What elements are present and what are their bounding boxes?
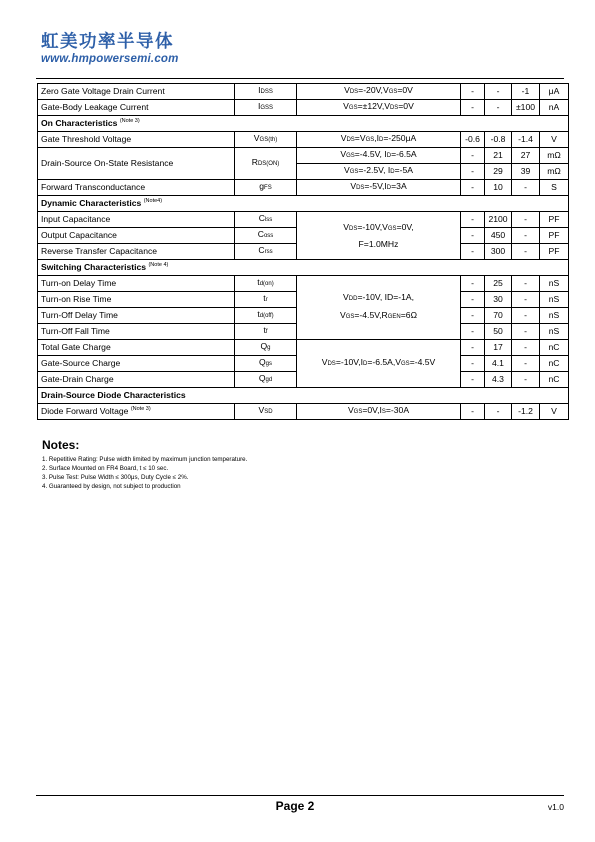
condition-line: VDD=-10V, ID=-1A,	[343, 292, 414, 302]
min-value: -	[461, 372, 485, 388]
table-row	[38, 84, 569, 100]
version-label: v1.0	[547, 802, 564, 812]
param-name: Drain-Source On-State Resistance	[38, 148, 235, 180]
unit: nA	[540, 100, 569, 116]
unit: nS	[540, 324, 569, 340]
notes-section	[42, 438, 247, 491]
table-row	[38, 148, 569, 164]
param-symbol: Qg	[235, 340, 297, 356]
param-symbol: tr	[235, 292, 297, 308]
unit: μA	[540, 84, 569, 100]
min-value: -	[461, 340, 485, 356]
note-item: 1. Repetitive Rating: Pulse width limited by maximum junction temperature.	[42, 456, 248, 463]
max-value: ±100	[512, 100, 540, 116]
typ-value: 25	[485, 276, 512, 292]
test-condition: VDS=VGS,ID=-250μA	[297, 132, 461, 148]
section-heading: Switching Characteristics $^{(Note 4)}$	[38, 260, 569, 276]
typ-value: 21	[485, 148, 512, 164]
param-name: Turn-on Delay Time	[38, 276, 235, 292]
typ-value: 300	[485, 244, 512, 260]
param-symbol: tf	[235, 324, 297, 340]
typ-value: -	[485, 100, 512, 116]
typ-value: 29	[485, 164, 512, 180]
param-name: Input Capacitance	[38, 212, 235, 228]
max-value: -	[512, 212, 540, 228]
note-item: 2. Surface Mounted on FR4 Board, t ≤ 10 sec.	[42, 465, 169, 472]
table-row	[38, 404, 569, 420]
min-value: -	[461, 324, 485, 340]
param-symbol: VGS(th)	[235, 132, 297, 148]
typ-value: 30	[485, 292, 512, 308]
param-symbol: VSD	[235, 404, 297, 420]
condition-line: VGS=-4.5V,RGEN=6Ω	[339, 310, 418, 320]
min-value: -	[461, 228, 485, 244]
typ-value: 4.1	[485, 356, 512, 372]
param-symbol: td(off)	[235, 308, 297, 324]
max-value: -	[512, 340, 540, 356]
footer-divider	[36, 795, 564, 796]
section-row	[38, 116, 569, 132]
test-condition: VGS=0V,IS=-30A	[297, 404, 461, 420]
max-value: 39	[512, 164, 540, 180]
param-symbol: Clss	[235, 212, 297, 228]
company-logo-text: 虹美功率半导体	[41, 32, 174, 52]
min-value: -	[461, 84, 485, 100]
max-value: -	[512, 180, 540, 196]
typ-value: 10	[485, 180, 512, 196]
max-value: -	[512, 292, 540, 308]
test-condition: VDS=-5V,ID=3A	[297, 180, 461, 196]
note-item: 3. Pulse Test: Pulse Width ≤ 300μs, Duty Cycle ≤ 2%.	[42, 474, 189, 481]
table-row	[38, 212, 569, 228]
typ-value: -	[485, 84, 512, 100]
max-value: -	[512, 276, 540, 292]
min-value: -	[461, 308, 485, 324]
unit: PF	[540, 244, 569, 260]
page-number: Page 2	[275, 799, 315, 813]
test-condition: VDS=-20V,VGS=0V	[297, 84, 461, 100]
typ-value: 2100	[485, 212, 512, 228]
max-value: -	[512, 228, 540, 244]
section-heading: Dynamic Characteristics $^{(Note4)}$	[38, 196, 569, 212]
max-value: -	[512, 308, 540, 324]
electrical-characteristics-table	[37, 83, 569, 420]
param-name: Gate Threshold Voltage	[38, 132, 235, 148]
typ-value: 50	[485, 324, 512, 340]
table-row	[38, 276, 569, 292]
min-value: -	[461, 180, 485, 196]
header	[41, 32, 179, 66]
max-value: -	[512, 244, 540, 260]
min-value: -	[461, 148, 485, 164]
condition-line: VDS=-10V,VGS=0V,	[343, 221, 414, 232]
max-value: -	[512, 356, 540, 372]
param-symbol: Coss	[235, 228, 297, 244]
param-name: Turn-Off Fall Time	[38, 324, 235, 340]
unit: nS	[540, 276, 569, 292]
min-value: -	[461, 356, 485, 372]
notes-title: Notes:	[42, 438, 80, 452]
section-heading: Drain-Source Diode Characteristics	[38, 388, 569, 404]
param-name: Gate-Source Charge	[38, 356, 235, 372]
section-heading: On Characteristics $^{(Note 3)}$	[38, 116, 569, 132]
unit: nS	[540, 292, 569, 308]
param-name: Total Gate Charge	[38, 340, 235, 356]
typ-value: 17	[485, 340, 512, 356]
max-value: -1.4	[512, 132, 540, 148]
param-name: Gate-Drain Charge	[38, 372, 235, 388]
company-website: www.hmpowersemi.com	[41, 53, 179, 65]
param-symbol: IDSS	[235, 84, 297, 100]
note-item: 4. Guaranteed by design, not subject to production	[42, 483, 181, 490]
param-name: Gate-Body Leakage Current	[38, 100, 235, 116]
max-value: -1.2	[512, 404, 540, 420]
test-condition	[297, 276, 461, 340]
max-value: -	[512, 372, 540, 388]
condition-line: F=1.0MHz	[358, 238, 399, 249]
unit: PF	[540, 212, 569, 228]
min-value: -	[461, 404, 485, 420]
typ-value: 450	[485, 228, 512, 244]
typ-value: 4.3	[485, 372, 512, 388]
table-row	[38, 340, 569, 356]
param-symbol: Qgs	[235, 356, 297, 372]
max-value: -	[512, 324, 540, 340]
param-name: Forward Transconductance	[38, 180, 235, 196]
section-row	[38, 388, 569, 404]
table-row	[38, 132, 569, 148]
unit: V	[540, 132, 569, 148]
param-symbol: RDS(ON)	[235, 148, 297, 180]
unit: V	[540, 404, 569, 420]
min-value: -	[461, 244, 485, 260]
unit: PF	[540, 228, 569, 244]
typ-value: -0.8	[485, 132, 512, 148]
header-divider	[36, 78, 564, 79]
unit: nC	[540, 356, 569, 372]
unit: S	[540, 180, 569, 196]
max-value: -1	[512, 84, 540, 100]
unit: nS	[540, 308, 569, 324]
table-row	[38, 180, 569, 196]
test-condition	[297, 212, 461, 260]
min-value: -	[461, 212, 485, 228]
max-value: 27	[512, 148, 540, 164]
table-row	[38, 100, 569, 116]
param-name: Output Capacitance	[38, 228, 235, 244]
unit: mΩ	[540, 164, 569, 180]
param-name: Turn-on Rise Time	[38, 292, 235, 308]
param-symbol: IGSS	[235, 100, 297, 116]
param-symbol: td(on)	[235, 276, 297, 292]
unit: nC	[540, 372, 569, 388]
param-name: Turn-Off Delay Time	[38, 308, 235, 324]
typ-value: 70	[485, 308, 512, 324]
param-symbol: gFS	[235, 180, 297, 196]
test-condition: VDS=-10V,ID=-6.5A,VGS=-4.5V	[297, 340, 461, 388]
param-symbol: Qgd	[235, 372, 297, 388]
min-value: -	[461, 276, 485, 292]
unit: mΩ	[540, 148, 569, 164]
param-name: Reverse Transfer Capacitance	[38, 244, 235, 260]
typ-value: -	[485, 404, 512, 420]
param-name: Diode Forward Voltage $^{(Note 3)}$	[38, 404, 235, 420]
test-condition: VGS=±12V,VDS=0V	[297, 100, 461, 116]
min-value: -	[461, 164, 485, 180]
section-row	[38, 196, 569, 212]
unit: nC	[540, 340, 569, 356]
test-condition: VGS=-2.5V, ID=-5A	[297, 164, 461, 180]
param-symbol: Crss	[235, 244, 297, 260]
test-condition: VGS=-4.5V, ID=-6.5A	[297, 148, 461, 164]
section-row	[38, 260, 569, 276]
min-value: -	[461, 292, 485, 308]
min-value: -0.6	[461, 132, 485, 148]
param-name: Zero Gate Voltage Drain Current	[38, 84, 235, 100]
min-value: -	[461, 100, 485, 116]
